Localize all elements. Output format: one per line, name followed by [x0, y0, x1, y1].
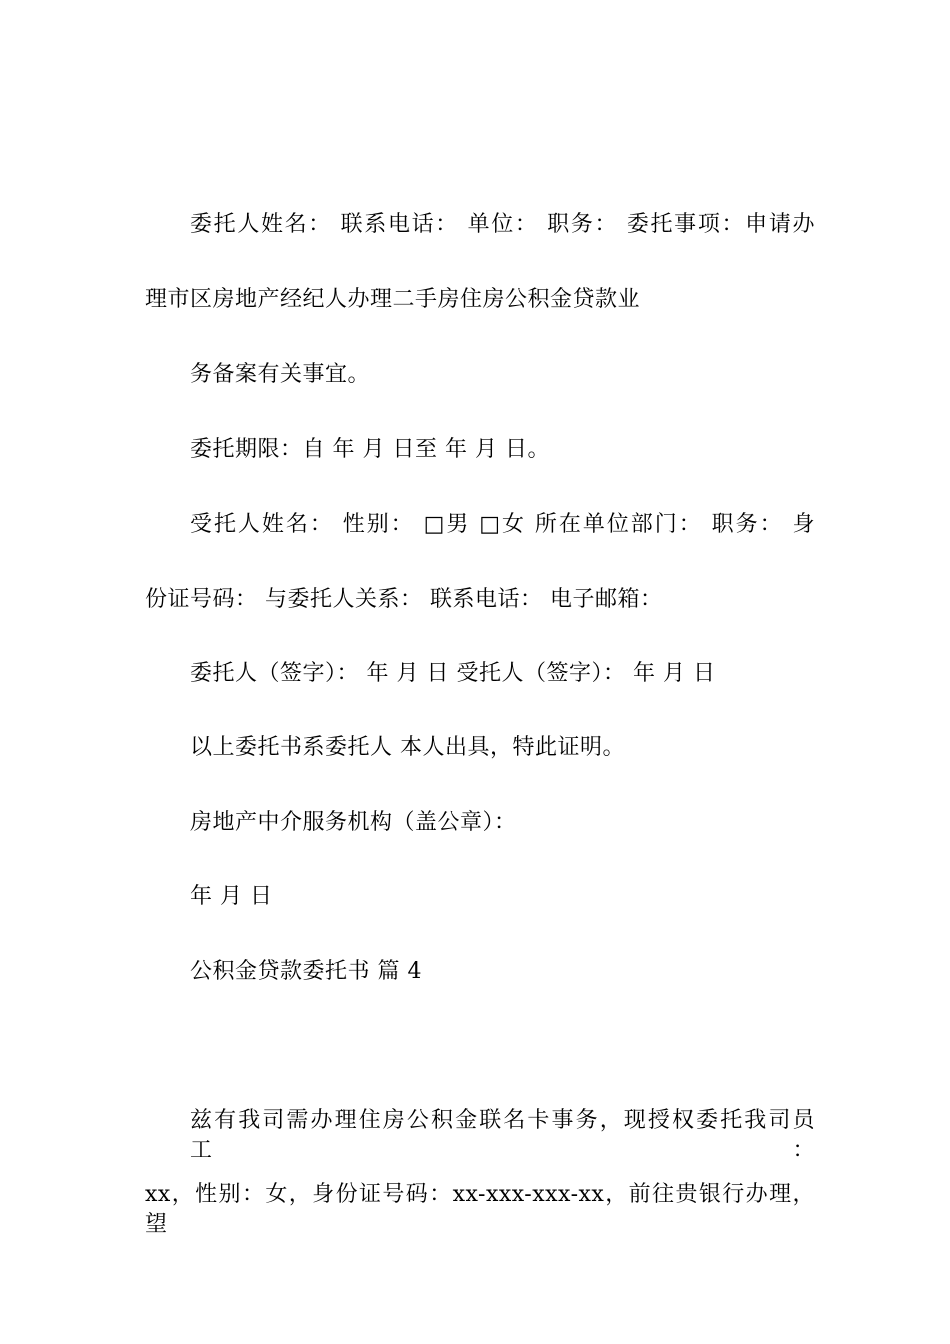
principal-info-line: 委托人姓名： 联系电话： 单位： 职务： 委托事项：申请办: [190, 212, 815, 237]
section-title: 公积金贷款委托书 篇 4: [190, 959, 422, 984]
entrustment-period-line: 委托期限：自 年 月 日至 年 月 日。: [190, 437, 550, 462]
entrusted-matter-end-line: 务备案有关事宜。: [190, 362, 371, 387]
authorization-paragraph-line: 兹有我司需办理住房公积金联名卡事务，现授权委托我司员工：: [190, 1108, 815, 1163]
agent-contact-line: 份证号码： 与委托人关系： 联系电话： 电子邮箱：: [145, 587, 663, 612]
agent-info-line: 受托人姓名： 性别： □男 □女 所在单位部门： 职务： 身: [190, 512, 815, 537]
agency-seal-line: 房地产中介服务机构（盖公章）：: [190, 810, 517, 835]
signature-line: 委托人（签字）： 年 月 日 受托人（签字）： 年 月 日: [190, 661, 716, 686]
authorization-paragraph-line: xx，性别：女，身份证号码：xx-xxx-xxx-xx，前往贵银行办理，望: [145, 1182, 815, 1237]
entrusted-matter-line: 理市区房地产经纪人办理二手房住房公积金贷款业: [145, 287, 641, 312]
date-line: 年 月 日: [190, 884, 273, 909]
certification-line: 以上委托书系委托人 本人出具，特此证明。: [190, 735, 625, 760]
